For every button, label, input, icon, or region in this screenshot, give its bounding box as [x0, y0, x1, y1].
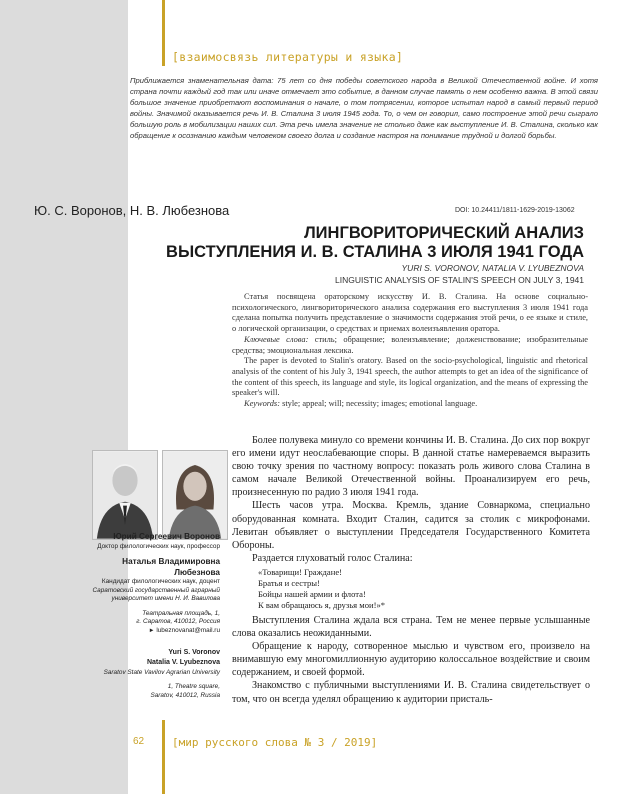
section-tag: [взаимосвязь литературы и языка] [172, 50, 404, 64]
bio-author1-name: Юрий Сергеевич Воронов [113, 532, 220, 541]
quote-line-1: «Товарищи! Граждане! [258, 566, 343, 577]
author-photo-lyubeznova [162, 450, 228, 540]
abstract [232, 292, 588, 410]
quote-line-4: К вам обращаюсь я, друзья мои!»* [258, 599, 386, 610]
quote-line-3: Бойцы нашей армии и флота! [258, 588, 366, 599]
keywords-en [232, 399, 588, 410]
top-accent-rule [162, 0, 165, 66]
body-paragraph-2: Шесть часов утра. Москва. Кремль, здание Совнаркома, специально оборудованная комната. Входит Сталин, садится за столик с микрофонами. Левитан объявляет о выступлении Председателя Государственного Комитета Обороны. [232, 500, 590, 551]
doi-link[interactable]: DOI: 10.24411/1811-1629-2019-13062 [455, 207, 575, 214]
authors-english: YURI S. VORONOV, NATALIA V. LYUBEZNOVA [401, 263, 584, 273]
speech-quote [232, 567, 590, 611]
article-title [24, 224, 584, 262]
abstract-ru: Статья посвящена ораторскому искусству И. В. Сталина. На основе социально-психологического, лингвориторического анализа содержания его выступления 3 июля 1941 года сделана попытка получить представление о значимости содержания этой речи, о ее языке и стиле, о логической организации, о средствах и приемах волеизъявления оратора. [232, 292, 588, 334]
bio-author2-degree: Кандидат филологических наук, доцент [101, 578, 220, 586]
body-paragraph-4: Выступления Сталина ждала вся страна. Тем не менее первые услышанные слова оказались неожиданными. [232, 614, 590, 640]
body-paragraph-3: Раздается глуховатый голос Сталина: [252, 552, 413, 564]
keywords-en-label: Keywords: [244, 399, 280, 409]
bio-en-address-line2: Saratov, 410012, Russia [150, 691, 220, 699]
body-paragraph-5: Обращение к народу, сотворенное мыслью и чувством его, произвело на внимавшую ему многомиллионную аудиторию колоссальное воздействие и своим содержанием, и своей формой. [232, 641, 590, 679]
title-english: LINGUISTIC ANALYSIS OF STALIN'S SPEECH ON JULY 3, 1941 [335, 275, 584, 285]
bio-email[interactable] [60, 627, 220, 636]
bio-en-affiliation: Saratov State Vavilov Agrarian University [103, 668, 220, 676]
bio-author1-degree: Доктор филологических наук, профессор [97, 542, 220, 550]
bio-en-author2: Natalia V. Lyubeznova [146, 659, 220, 667]
title-line-1: ЛИНГВОРИТОРИЧЕСКИЙ АНАЛИЗ [304, 224, 584, 242]
body-paragraph-6: Знакомство с публичными выступлениями И. В. Сталина свидетельствует о том, что он всегда уделял обращению к аудитории присталь- [232, 680, 590, 705]
title-line-2: ВЫСТУПЛЕНИЯ И. В. СТАЛИНА 3 ИЮЛЯ 1941 ГОДА [166, 243, 584, 261]
article-body [232, 434, 590, 706]
journal-footer-tag: [мир русского слова № 3 / 2019] [172, 736, 378, 749]
page-number: 62 [133, 736, 145, 747]
keywords-ru-label: Ключевые слова: [244, 334, 309, 344]
bio-affiliation-line1: Саратовский государственный аграрный [92, 586, 220, 594]
editorial-intro: Приближается знаменательная дата: 75 лет со дня победы советского народа в Великой Отечественной войне. И хотя страна почти каждый год так или иначе отмечает это событие, в данном случае память о нем особенно важна. В этой связи большое значение приобретают воспоминания о начале, о том потрясении, которое испытал народ в самый первый период войны. Значимой оказывается речь И. В. Сталина 3 июля 1945 года. То, о чем он говорил, само построение этой речи сыграло большую роль в мобилизации наших сил. Эта речь имела значение не столько даже как выступление И. В. Сталина, сколько как обращение к осознанию каждым человеком своего долга и создание настроя на понимание трудной и долгой борьбы. [130, 76, 598, 140]
bio-author2-name-line1: Наталья Владимировна [122, 557, 220, 567]
email-icon: ► [148, 628, 155, 635]
bio-en-author1: Yuri S. Voronov [168, 648, 220, 656]
article-authors: Ю. С. Воронов, Н. В. Любезнова [34, 203, 230, 218]
bio-address-line2: г. Саратов, 410012, Россия [136, 618, 220, 626]
bio-author2-name-line2: Любезнова [174, 567, 220, 577]
keywords-en-text: style; appeal; will; necessity; images; emotional language. [282, 399, 478, 409]
portrait-man-icon [93, 451, 157, 539]
author-bios [60, 532, 220, 700]
keywords-ru [232, 335, 588, 356]
quote-line-2: Братья и сестры! [258, 577, 320, 588]
bio-email-address[interactable]: lubeznovanat@mail.ru [156, 627, 220, 635]
body-paragraph-1: Более полувека минуло со времени кончины И. В. Сталина. До сих пор вокруг его имени идут неослабевающие споры. В данной статье намереваемся выразить свою точку зрения по частному вопросу: показать роль живого слова Сталина в самом начале Великой Отечественной войны. Проанализируем его речь, произнесенную по радио 3 июля 1941 года. [232, 435, 590, 499]
portrait-woman-icon [163, 451, 227, 539]
keywords-ru-text: стиль; обращение; волеизъявление; долженствование; изобразительные средства; эмоциональная лексика. [232, 334, 589, 355]
bio-address-line1: Театральная площадь, 1, [142, 609, 220, 617]
bottom-accent-rule [162, 720, 165, 794]
author-photo-voronov [92, 450, 158, 540]
bio-affiliation-line2: университет имени Н. И. Вавилова [111, 595, 220, 603]
abstract-en: The paper is devoted to Stalin's oratory. Based on the socio-psychological, linguistic and rhetorical analysis of the content of his July 3, 1941 speech, the author attempts to get an idea of the significance of the content of this speech, its language and style, its logical organization, and the means of expressing the speaker's will. [232, 356, 588, 398]
bio-en-address-line1: 1, Theatre square, [167, 683, 220, 691]
